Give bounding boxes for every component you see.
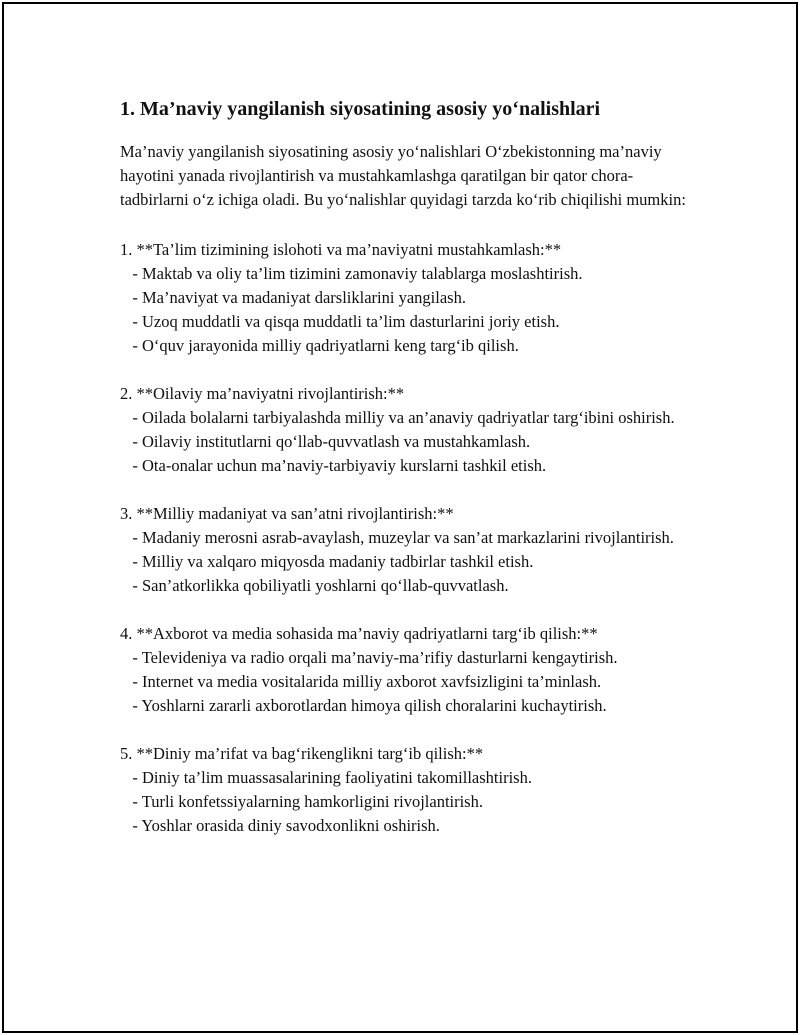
list-item: - Diniy ta’lim muassasalarining faoliyatini takomillashtirish.	[120, 768, 532, 787]
list-item: - Internet va media vositalarida milliy axborot xavfsizligini ta’minlash.	[120, 672, 602, 691]
section-4	[120, 622, 692, 718]
section-title: 4. **Axborot va media sohasida ma’naviy qadriyatlarni targ‘ib qilish:**	[120, 624, 598, 643]
section-title: 3. **Milliy madaniyat va san’atni rivojlantirish:**	[120, 504, 454, 523]
list-item: - Maktab va oliy ta’lim tizimini zamonaviy talablarga moslashtirish.	[120, 264, 583, 283]
section-title: 2. **Oilaviy ma’naviyatni rivojlantirish:**	[120, 384, 405, 403]
list-item: - Yoshlar orasida diniy savodxonlikni oshirish.	[120, 816, 440, 835]
document-page	[2, 2, 798, 1033]
list-item: - Oilada bolalarni tarbiyalashda milliy va an’anaviy qadriyatlar targ‘ibini oshirish.	[120, 408, 675, 427]
intro-paragraph: Ma’naviy yangilanish siyosatining asosiy yo‘nalishlari O‘zbekistonning ma’naviy hayotini yanada rivojlantirish va mustahkamlashga qaratilgan bir qator chora-tadbirlarni o‘z ichiga oladi. Bu yo‘nalishlar quyidagi tarzda ko‘rib chiqilishi mumkin:	[120, 142, 686, 209]
document-content	[120, 92, 692, 862]
list-item: - Ma’naviyat va madaniyat darsliklarini yangilash.	[120, 288, 466, 307]
list-item: - San’atkorlikka qobiliyatli yoshlarni qo‘llab-quvvatlash.	[120, 576, 509, 595]
list-item: - Yoshlarni zararli axborotlardan himoya qilish choralarini kuchaytirish.	[120, 696, 607, 715]
list-item: - Madaniy merosni asrab-avaylash, muzeylar va san’at markazlarini rivojlantirish.	[120, 528, 674, 547]
list-item: - Televideniya va radio orqali ma’naviy-ma’rifiy dasturlarni kengaytirish.	[120, 648, 618, 667]
section-5	[120, 742, 692, 838]
list-item: - Ota-onalar uchun ma’naviy-tarbiyaviy kurslarni tashkil etish.	[120, 456, 547, 475]
list-item: - Oilaviy institutlarni qo‘llab-quvvatlash va mustahkamlash.	[120, 432, 531, 451]
section-3	[120, 502, 692, 598]
list-item: - Turli konfetssiyalarning hamkorligini rivojlantirish.	[120, 792, 483, 811]
list-item: - Uzoq muddatli va qisqa muddatli ta’lim dasturlarini joriy etish.	[120, 312, 560, 331]
list-item: - O‘quv jarayonida milliy qadriyatlarni keng targ‘ib qilish.	[120, 336, 519, 355]
section-1	[120, 238, 692, 358]
list-item: - Milliy va xalqaro miqyosda madaniy tadbirlar tashkil etish.	[120, 552, 534, 571]
section-2	[120, 382, 692, 478]
section-title: 5. **Diniy ma’rifat va bag‘rikenglikni targ‘ib qilish:**	[120, 744, 484, 763]
document-title: 1. Ma’naviy yangilanish siyosatining asosiy yo‘nalishlari	[120, 98, 601, 120]
section-title: 1. **Ta’lim tizimining islohoti va ma’naviyatni mustahkamlash:**	[120, 240, 562, 259]
